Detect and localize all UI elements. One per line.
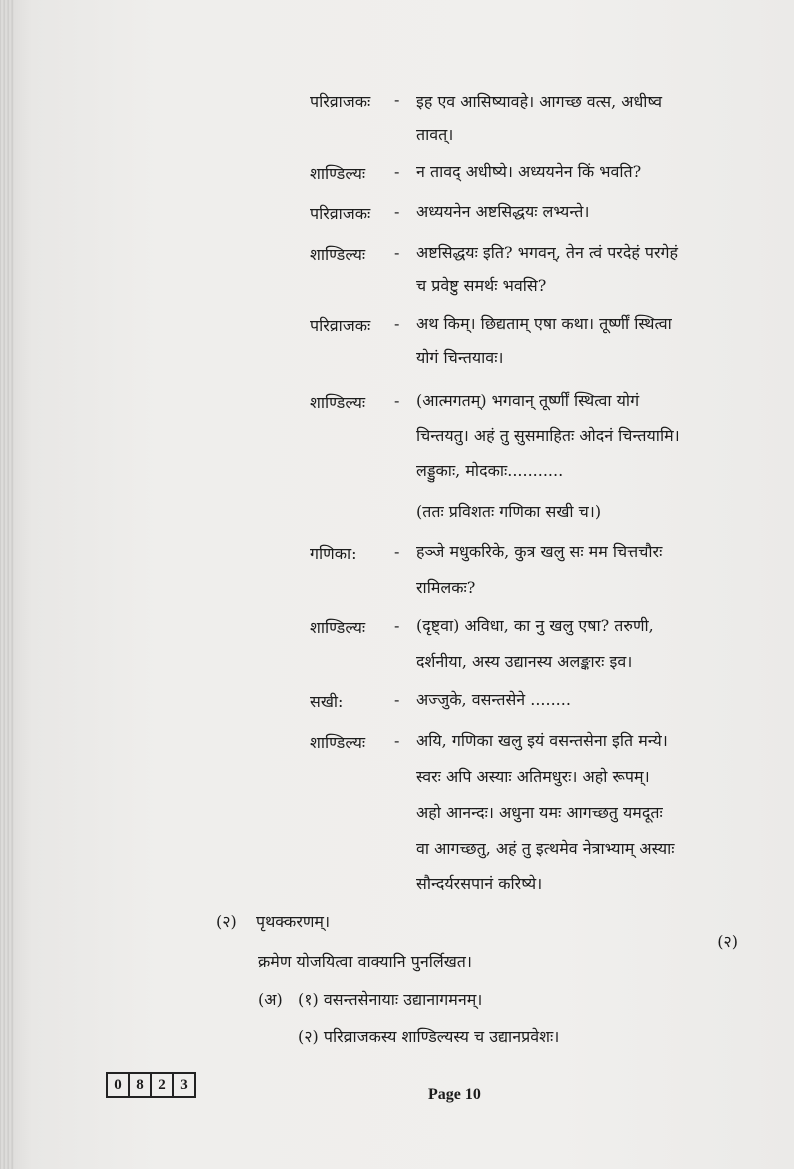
- dialogue-line: अध्ययनेन अष्टसिद्धयः लभ्यन्ते।: [416, 202, 590, 221]
- paper-code-box: [106, 1072, 196, 1098]
- speaker-name: परिव्राजकः: [310, 316, 371, 335]
- speaker-name: शाण्डिल्यः: [310, 245, 366, 264]
- stage-direction: (ततः प्रविशतः गणिका सखी च।): [416, 502, 602, 521]
- dialogue-dash: -: [394, 690, 400, 709]
- dialogue-line: सौन्दर्यरसपानं करिष्ये।: [416, 874, 543, 893]
- dialogue-line: अज्जुके, वसन्तसेने ........: [416, 690, 571, 709]
- speaker-name: शाण्डिल्यः: [310, 733, 366, 752]
- dialogue-line: अष्टसिद्धयः इति? भगवन्, तेन त्वं परदेहं परगेहं: [416, 243, 679, 262]
- dialogue-dash: -: [394, 391, 400, 410]
- item-1: (१) वसन्तसेनायाः उद्यानागमनम्।: [298, 990, 483, 1009]
- item-2: (२) परिव्राजकस्य शाण्डिल्यस्य च उद्यानप्रवेशः।: [298, 1027, 560, 1046]
- dialogue-dash: -: [394, 314, 400, 333]
- speaker-name: गणिका:: [310, 544, 357, 563]
- dialogue-line: वा आगच्छतु, अहं तु इत्थमेव नेत्राभ्याम् अस्याः: [416, 839, 675, 858]
- dialogue-line: रामिलकः?: [416, 578, 476, 597]
- dialogue-line: अहो आनन्दः। अधुना यमः आगच्छतु यमदूतः: [416, 803, 663, 822]
- speaker-name: शाण्डिल्यः: [310, 164, 366, 183]
- dialogue-line: न तावद् अधीष्ये। अध्ययनेन किं भवति?: [416, 162, 642, 181]
- question-number: (२): [216, 912, 237, 931]
- dialogue-line: चिन्तयतु। अहं तु सुसमाहितः ओदनं चिन्तयामि।: [416, 426, 680, 445]
- dialogue-line: च प्रवेष्टु समर्थः भवसि?: [416, 276, 547, 295]
- question-title: पृथक्करणम्।: [256, 912, 331, 931]
- dialogue-dash: -: [394, 731, 400, 750]
- dialogue-line: हञ्जे मधुकरिके, कुत्र खलु सः मम चित्तचौरः: [416, 542, 663, 561]
- speaker-name: सखी:: [310, 692, 344, 711]
- dialogue-line: तावत्।: [416, 125, 454, 144]
- dialogue-line: स्वरः अपि अस्याः अतिमधुरः। अहो रूपम्।: [416, 767, 650, 786]
- speaker-name: परिव्राजकः: [310, 92, 371, 111]
- code-digit: 3: [180, 1077, 188, 1093]
- dialogue-dash: -: [394, 616, 400, 635]
- dialogue-line: (दृष्ट्वा) अविधा, का नु खलु एषा? तरुणी,: [416, 616, 654, 635]
- dialogue-line: अथ किम्। छिद्यताम् एषा कथा। तूर्ष्णीं स्थित्वा: [416, 314, 672, 333]
- code-digit: 0: [108, 1074, 130, 1096]
- speaker-name: परिव्राजकः: [310, 204, 371, 223]
- dialogue-dash: -: [394, 202, 400, 221]
- dialogue-dash: -: [394, 162, 400, 181]
- dialogue-dash: -: [394, 90, 400, 109]
- speaker-name: शाण्डिल्यः: [310, 393, 366, 412]
- dialogue-dash: -: [394, 243, 400, 262]
- speaker-name: शाण्डिल्यः: [310, 618, 366, 637]
- code-digit: 2: [152, 1074, 174, 1096]
- question-marks: (२): [717, 932, 738, 951]
- item-a-label: (अ): [258, 990, 283, 1009]
- code-digit: 8: [130, 1074, 152, 1096]
- dialogue-line: दर्शनीया, अस्य उद्यानस्य अलङ्कारः इव।: [416, 652, 633, 671]
- dialogue-dash: -: [394, 542, 400, 561]
- dialogue-line: (आत्मगतम्) भगवान् तूर्ष्णीं स्थित्वा योगं: [416, 391, 640, 410]
- dialogue-line: योगं चिन्तयावः।: [416, 348, 504, 367]
- page-number: Page 10: [428, 1086, 481, 1103]
- question-instruction: क्रमेण योजयित्वा वाक्यानि पुनर्लिखत।: [258, 952, 472, 971]
- dialogue-line: अयि, गणिका खलु इयं वसन्तसेना इति मन्ये।: [416, 731, 668, 750]
- dialogue-line: इह एव आसिष्यावहे। आगच्छ वत्स, अधीष्व: [416, 92, 662, 111]
- dialogue-line: लड्डुकाः, मोदकाः...........: [416, 461, 564, 480]
